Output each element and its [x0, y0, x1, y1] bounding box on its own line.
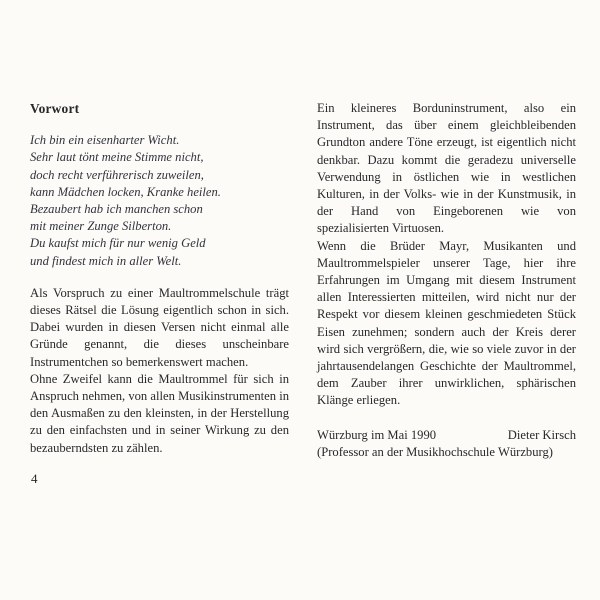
poem-line: und findest mich in aller Welt.: [30, 253, 182, 268]
page-title: Vorwort: [30, 101, 80, 116]
left-column: [30, 100, 289, 461]
signature-place-date: Würzburg im Mai 1990: [317, 427, 437, 442]
right-column: [317, 100, 576, 461]
poem-line: Du kaufst mich für nur wenig Geld: [30, 236, 206, 251]
poem-line: doch recht verführerisch zuweilen,: [30, 167, 204, 182]
page-content: [30, 100, 576, 461]
poem-line: Ich bin ein eisenharter Wicht.: [30, 133, 180, 148]
poem-line: Bezaubert hab ich manchen schon: [30, 202, 203, 217]
page-number: 4: [31, 471, 38, 486]
signature-affiliation: (Professor an der Musikhochschule Würzburg): [317, 444, 553, 459]
signature-author: Dieter Kirsch: [507, 427, 576, 442]
signature-line: [317, 427, 576, 444]
poem-line: kann Mädchen locken, Kranke heilen.: [30, 184, 221, 199]
paragraph: Ohne Zweifel kann die Maultrommel für sich in Anspruch nehmen, von allen Musikinstrumenten in den Ausmaßen zu den kleinsten, in der Herstellung zu den einfachsten und in seiner Wirkung zu den bezauberndsten zu zählen.: [30, 371, 289, 455]
paragraph: Ein kleineres Borduninstrument, also ein Instrument, das über einem gleichbleibenden Grundton andere Töne erzeugt, ist eigentlich nicht denkbar. Dazu kommt die geradezu universelle Verwendung in östlichen wie in westlichen Kulturen, in der Volks- wie in der Kunstmusik, in der Hand von Eingeborenen wie von spezialisierten Virtuosen.: [317, 101, 576, 236]
paragraph: Als Vorspruch zu einer Maultrommelschule trägt dieses Rätsel die Lösung eigentlich schon in sich. Dabei wurden in diesen Versen nicht einmal alle Gründe genannt, die dieses unscheinbare Instrumentchen so bemerkenswert machen.: [30, 285, 289, 369]
poem: [30, 132, 289, 270]
poem-line: Sehr laut tönt meine Stimme nicht,: [30, 150, 204, 165]
paragraph: Wenn die Brüder Mayr, Musikanten und Maultrommelspieler unserer Tage, hier ihre Erfahrungen im Umgang mit diesem Instrument allen Interessierten mitteilen, wird nicht nur der Respekt vor diesem kleinen geschmiedeten Stück Eisen zunehmen; sondern auch der Kreis derer wird sich vergrößern, die, wie so viele zuvor in der jahrtausendelangen Geschichte der Maultrommel, dem Zauber ihrer unwirklichen, sphärischen Klänge erliegen.: [317, 238, 576, 408]
poem-line: mit meiner Zunge Silberton.: [30, 219, 172, 234]
